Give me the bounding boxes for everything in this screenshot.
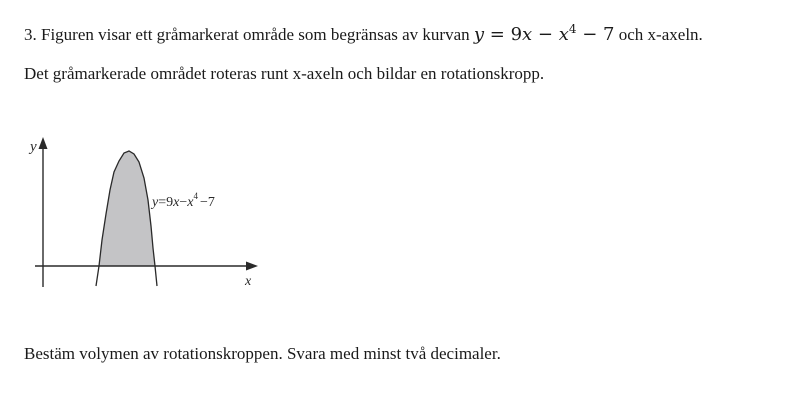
curve-label-x2: x: [187, 195, 194, 210]
curve-label-y: y: [152, 195, 159, 210]
x-axis-arrow: [246, 262, 258, 271]
equation-y: y: [473, 24, 485, 45]
equation-exponent: 4: [568, 22, 577, 36]
curve-label-minus: −: [179, 195, 188, 210]
curve-label-x1: x: [173, 195, 180, 210]
equation-x2: x: [558, 24, 569, 45]
question-intro-text: 3. Figuren visar ett gråmarkerat område som begränsas av kurvan: [24, 25, 470, 44]
curve-label-tail: −7: [199, 195, 215, 210]
curve-label: [150, 191, 215, 210]
curve-label-eq: =9: [158, 195, 174, 210]
y-axis-arrow: [39, 137, 48, 149]
x-axis-label: x: [245, 274, 252, 289]
equation-tail: − 7: [576, 24, 615, 45]
equation-x1: x: [522, 24, 533, 45]
question-line-3: Bestäm volymen av rotationskroppen. Svara med minst två decimaler.: [24, 344, 501, 363]
question-suffix-text: och x-axeln.: [618, 25, 703, 44]
equation-eq: = 9: [484, 24, 523, 45]
curve-label-exponent: 4: [193, 191, 198, 201]
question-line-2: Det gråmarkerade området roteras runt x-axeln och bildar en rotationskropp.: [24, 64, 545, 83]
equation-minus: −: [532, 24, 559, 45]
y-axis-label: y: [30, 139, 37, 155]
